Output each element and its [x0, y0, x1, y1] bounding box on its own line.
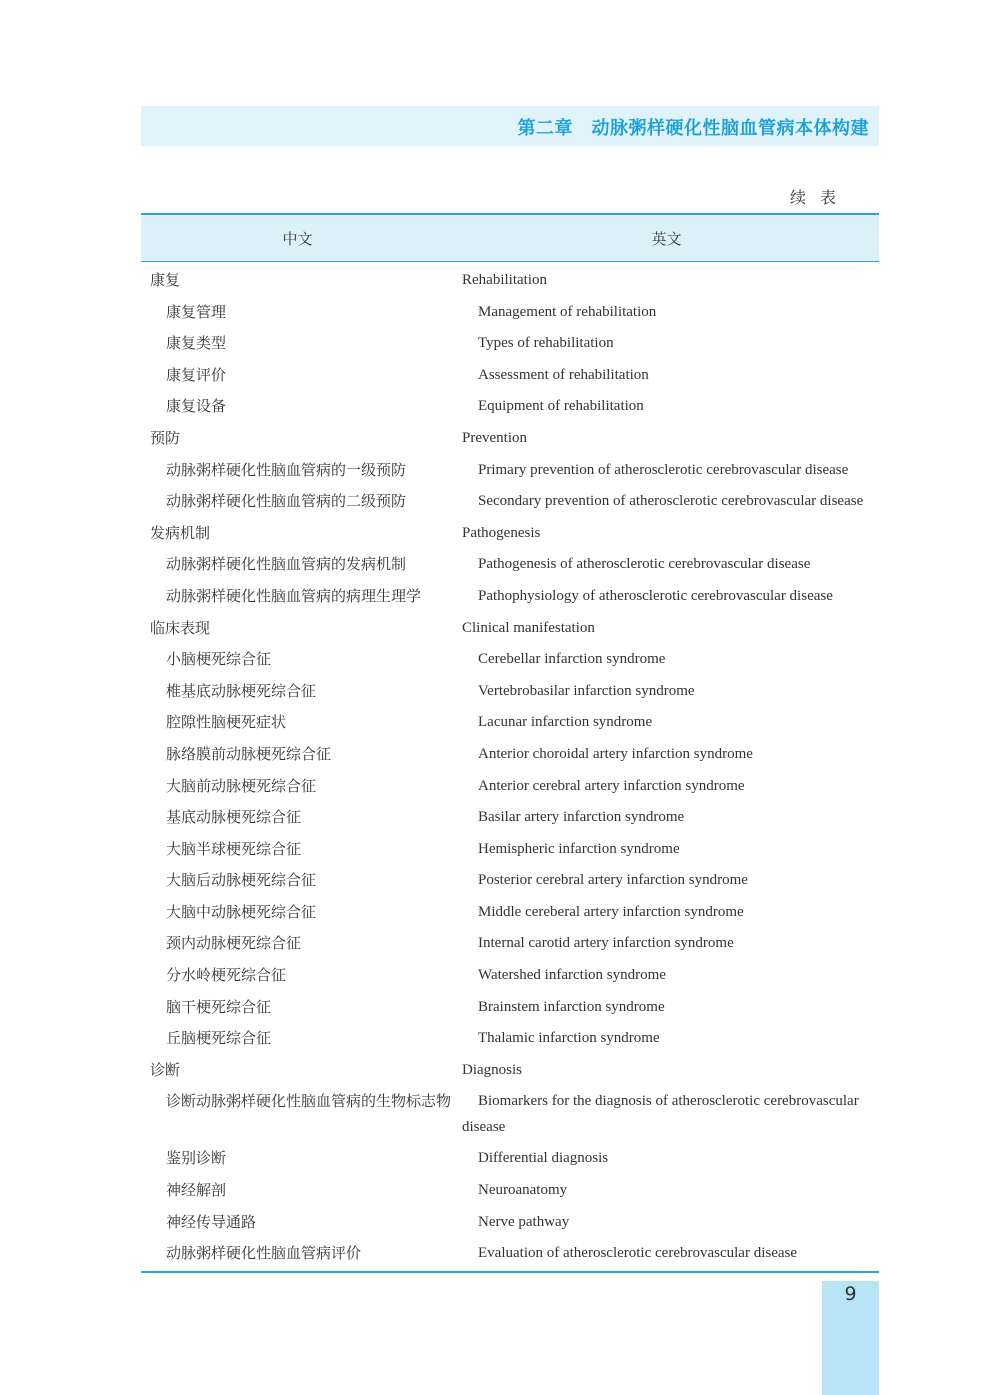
term-chinese: 基底动脉梗死综合征 [166, 808, 302, 827]
term-chinese: 腔隙性脑梗死症状 [166, 713, 287, 732]
term-chinese: 大脑中动脉梗死综合征 [166, 902, 317, 921]
term-chinese: 动脉粥样硬化性脑血管病的病理生理学 [166, 586, 422, 605]
term-chinese: 神经传导通路 [166, 1212, 257, 1231]
term-english: Internal carotid artery infarction syndrome [478, 935, 734, 952]
table-row [141, 770, 879, 802]
term-english: Anterior choroidal artery infarction syndrome [478, 745, 753, 762]
term-english: Thalamic infarction syndrome [478, 1030, 660, 1047]
table-row [141, 1174, 879, 1206]
term-chinese: 大脑半球梗死综合征 [166, 839, 302, 858]
term-english: Pathogenesis [462, 524, 541, 541]
term-english: Anterior cerebral artery infarction syndrome [478, 777, 745, 794]
table-body [141, 262, 879, 1271]
term-english: Assessment of rehabilitation [478, 366, 649, 383]
table-row [141, 264, 879, 296]
term-chinese: 临床表现 [150, 618, 211, 637]
table-row [141, 454, 879, 486]
term-english: Hemispheric infarction syndrome [478, 840, 680, 857]
table-row [141, 864, 879, 896]
term-english: Diagnosis [462, 1061, 522, 1078]
continued-table-label: 续表 [790, 188, 851, 207]
chapter-header-band [141, 106, 879, 146]
term-english: Vertebrobasilar infarction syndrome [478, 682, 695, 699]
term-chinese: 动脉粥样硬化性脑血管病的二级预防 [166, 492, 407, 511]
term-chinese: 大脑后动脉梗死综合征 [166, 871, 317, 890]
page-number-tab [822, 1281, 879, 1395]
table-row [141, 1142, 879, 1174]
term-chinese: 丘脑梗死综合征 [166, 1029, 272, 1048]
term-english: Lacunar infarction syndrome [478, 714, 653, 731]
table-row [141, 422, 879, 454]
term-english: Secondary prevention of atherosclerotic cerebrovascular disease [478, 493, 864, 510]
term-chinese: 鉴别诊断 [166, 1149, 227, 1168]
table-row [141, 959, 879, 991]
table-row [141, 548, 879, 580]
term-english: Basilar artery infarction syndrome [478, 809, 685, 826]
table-row [141, 296, 879, 328]
table-row [141, 485, 879, 517]
term-chinese: 分水岭梗死综合征 [166, 966, 287, 985]
table-row [141, 1022, 879, 1054]
term-english: Neuroanatomy [478, 1182, 568, 1199]
table-row [141, 927, 879, 959]
table-row [141, 738, 879, 770]
term-chinese: 发病机制 [150, 523, 211, 542]
table-row [141, 706, 879, 738]
term-english: Watershed infarction syndrome [478, 967, 666, 984]
term-english: Posterior cerebral artery infarction syndrome [478, 872, 748, 889]
column-header-chinese: 中文 [282, 229, 313, 248]
term-english: Evaluation of atherosclerotic cerebrovascular disease [478, 1245, 798, 1262]
term-chinese: 康复评价 [166, 365, 227, 384]
term-chinese: 预防 [150, 428, 181, 447]
table-row [141, 991, 879, 1023]
term-chinese: 康复管理 [166, 302, 227, 321]
term-english: Brainstem infarction syndrome [478, 998, 665, 1015]
table-row [141, 612, 879, 644]
term-english: Nerve pathway [478, 1213, 570, 1230]
table-row [141, 833, 879, 865]
term-english: Clinical manifestation [462, 619, 595, 636]
term-english: Biomarkers for the diagnosis of atherosclerotic cerebrovascular disease [462, 1093, 859, 1136]
term-chinese: 康复设备 [166, 397, 227, 416]
term-english: Equipment of rehabilitation [478, 398, 644, 415]
term-chinese: 颈内动脉梗死综合征 [166, 934, 302, 953]
term-chinese: 康复 [150, 271, 181, 289]
table-row [141, 1237, 879, 1269]
term-english: Cerebellar infarction syndrome [478, 651, 666, 668]
term-chinese: 动脉粥样硬化性脑血管病的一级预防 [166, 460, 407, 479]
table-row [141, 359, 879, 391]
table-row [141, 801, 879, 833]
term-chinese: 动脉粥样硬化性脑血管病的发病机制 [166, 555, 407, 574]
term-chinese: 椎基底动脉梗死综合征 [166, 681, 317, 700]
table-row [141, 1054, 879, 1086]
page-number: 9 [844, 1283, 857, 1305]
term-english: Middle cereberal artery infarction syndrome [478, 903, 744, 920]
term-chinese: 大脑前动脉梗死综合征 [166, 776, 317, 795]
term-chinese: 诊断 [150, 1060, 181, 1079]
term-english: Types of rehabilitation [478, 335, 614, 352]
term-english: Pathogenesis of atherosclerotic cerebrovascular disease [478, 556, 811, 573]
table-row [141, 675, 879, 707]
column-header-english: 英文 [651, 229, 682, 248]
term-english: Prevention [462, 429, 527, 446]
terminology-table [141, 213, 879, 1273]
term-english: Rehabilitation [462, 272, 547, 288]
table-row [141, 390, 879, 422]
table-row [141, 517, 879, 549]
term-chinese: 神经解剖 [166, 1181, 227, 1200]
table-header [141, 215, 879, 262]
term-english: Pathophysiology of atherosclerotic cerebrovascular disease [478, 587, 833, 604]
term-chinese: 康复类型 [166, 334, 227, 353]
chapter-title: 第二章 动脉粥样硬化性脑血管病本体构建 [517, 118, 869, 139]
term-english: Primary prevention of atherosclerotic cerebrovascular disease [478, 461, 849, 478]
term-english: Differential diagnosis [478, 1150, 609, 1167]
table-row [141, 1206, 879, 1238]
term-chinese: 诊断动脉粥样硬化性脑血管病的生物标志物 [166, 1092, 452, 1111]
table-row [141, 896, 879, 928]
term-english: Management of rehabilitation [478, 303, 657, 320]
term-chinese: 动脉粥样硬化性脑血管病评价 [166, 1244, 362, 1263]
table-row [141, 643, 879, 675]
table-row [141, 327, 879, 359]
term-chinese: 脑干梗死综合征 [166, 997, 272, 1016]
term-chinese: 小脑梗死综合征 [166, 650, 272, 669]
table-row [141, 1085, 879, 1142]
term-chinese: 脉络膜前动脉梗死综合征 [166, 744, 332, 763]
table-row [141, 580, 879, 612]
